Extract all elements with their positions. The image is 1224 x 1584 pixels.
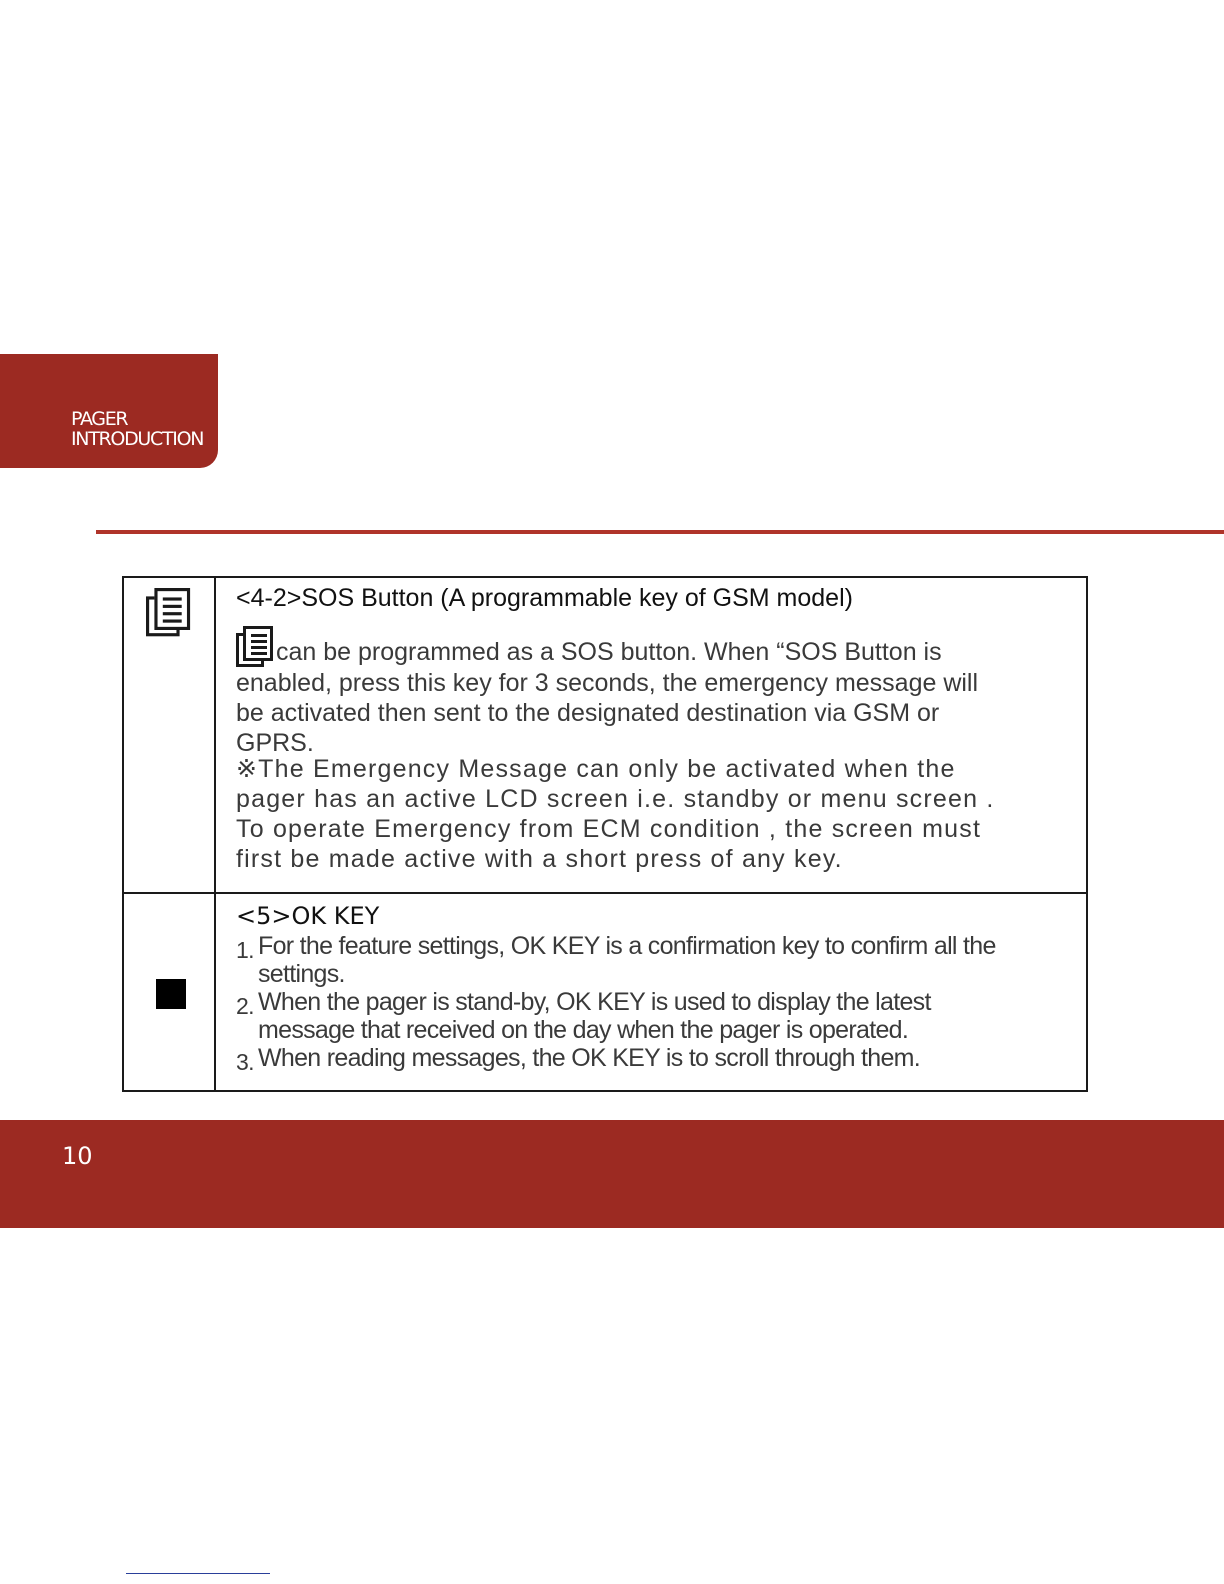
- list-item-number: 1.: [236, 937, 254, 963]
- list-item-text: When the pager is stand-by, OK KEY is used to display the latest message that received on the day when the pager is operated.: [258, 988, 931, 1044]
- sos-icon-cell: [124, 578, 216, 892]
- header-rule: [96, 530, 1224, 534]
- sos-text-cell: [216, 578, 1086, 892]
- list-item-number: 2.: [236, 993, 254, 1019]
- sos-note-line: ※The Emergency Message can only be activated when the: [236, 755, 956, 783]
- sos-description-line: enabled, press this key for 3 seconds, the emergency message will: [236, 669, 979, 697]
- doc-icon: [146, 588, 190, 638]
- section-tab-line-2: INTRODUCTION: [71, 428, 204, 450]
- sos-note-line: pager has an active LCD screen i.e. standby or menu screen .: [236, 785, 995, 813]
- key-description-table: [122, 576, 1088, 1092]
- list-item: [236, 988, 996, 1044]
- section-tab: [0, 354, 218, 468]
- table-row-ok-key: [124, 892, 1086, 1090]
- sos-title: <4-2>SOS Button (A programmable key of GSM model): [236, 584, 853, 612]
- list-item-text: When reading messages, the OK KEY is to scroll through them.: [258, 1044, 921, 1072]
- sos-note-line: To operate Emergency from ECM condition , the screen must: [236, 815, 982, 843]
- doc-icon: [236, 626, 274, 668]
- page-number: 10: [62, 1142, 93, 1170]
- sos-note-line: first be made active with a short press of any key.: [236, 845, 843, 873]
- square-stop-icon: [156, 979, 186, 1009]
- list-item-number: 3.: [236, 1049, 254, 1075]
- list-item: [236, 1044, 996, 1076]
- ok-text-cell: [216, 894, 1086, 1090]
- bottom-divider: [126, 1573, 270, 1574]
- sos-description-line: can be programmed as a SOS button. When “SOS Button is: [236, 626, 1066, 668]
- section-tab-line-1: PAGER: [71, 408, 128, 430]
- list-item: [236, 932, 996, 988]
- sos-description: [236, 626, 1066, 758]
- ok-icon-cell: [124, 894, 216, 1090]
- sos-note: [236, 754, 994, 874]
- footer-band: [0, 1120, 1224, 1228]
- ok-key-title: <5>OK KEY: [236, 902, 380, 930]
- ok-key-list: [236, 932, 996, 1076]
- list-item-text: For the feature settings, OK KEY is a confirmation key to confirm all the settings.: [258, 932, 996, 988]
- sos-description-line: GPRS.: [236, 729, 314, 757]
- sos-description-line: be activated then sent to the designated destination via GSM or: [236, 699, 940, 727]
- table-row-sos: [124, 578, 1086, 892]
